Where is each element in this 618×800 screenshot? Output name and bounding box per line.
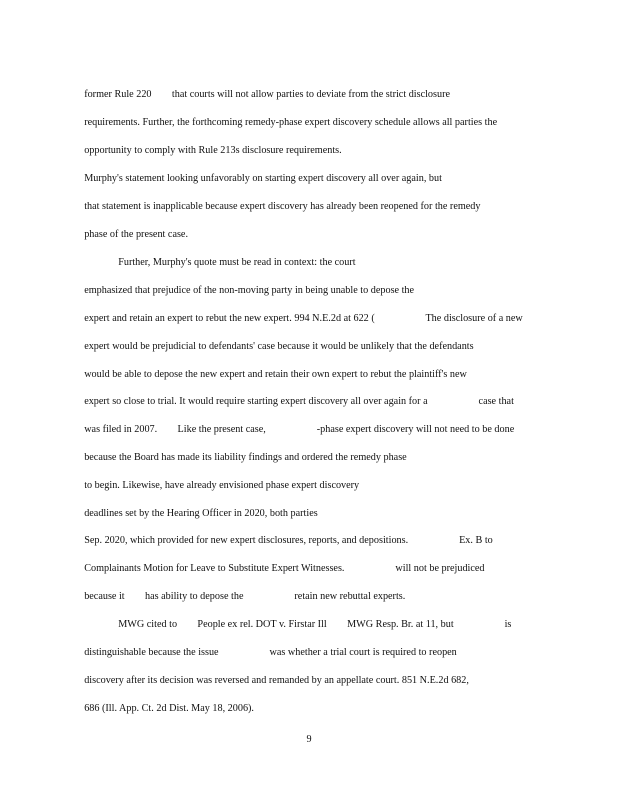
text-line: Complainants Motion for Leave to Substitute Expert Witnesses. will not be prejudiced — [84, 563, 485, 574]
text-line: expert would be prejudicial to defendants' case because it would be unlikely that the defendants — [84, 341, 474, 352]
page-number: 9 — [306, 734, 312, 745]
text-line: that statement is inapplicable because expert discovery has already been reopened for the remedy — [84, 201, 481, 212]
text-line: would be able to depose the new expert and retain their own expert to rebut the plaintiff's new — [84, 369, 467, 380]
text-line: Murphy's statement looking unfavorably on starting expert discovery all over again, but — [84, 173, 442, 184]
text-line: emphasized that prejudice of the non-moving party in being unable to depose the — [84, 285, 415, 296]
text-line: Further, Murphy's quote must be read in context: the court — [118, 257, 356, 268]
text-line: Sep. 2020, which provided for new expert disclosures, reports, and depositions. Ex. B to — [84, 535, 493, 546]
text-line: discovery after its decision was reversed and remanded by an appellate court. 851 N.E.2d 682, — [84, 675, 469, 686]
text-line: because it has ability to depose the retain new rebuttal experts. — [84, 591, 406, 602]
text-line: expert so close to trial. It would require starting expert discovery all over again for a case that — [84, 396, 514, 407]
text-line: MWG cited to People ex rel. DOT v. Firstar Ill MWG Resp. Br. at 11, but is — [118, 619, 512, 630]
text-line: to begin. Likewise, have already envisioned phase expert discovery — [84, 480, 360, 491]
text-line: requirements. Further, the forthcoming remedy-phase expert discovery schedule allows all parties the — [84, 117, 498, 128]
text-line: was filed in 2007. Like the present case, -phase expert discovery will not need to be done — [84, 424, 515, 435]
text-line: distinguishable because the issue was whether a trial court is required to reopen — [84, 647, 457, 658]
text-line: former Rule 220 that courts will not allow parties to deviate from the strict disclosure — [84, 89, 451, 100]
text-line: 686 (Ill. App. Ct. 2d Dist. May 18, 2006). — [84, 703, 254, 714]
text-line: phase of the present case. — [84, 229, 188, 240]
text-line: deadlines set by the Hearing Officer in 2020, both parties — [84, 508, 318, 519]
text-line: because the Board has made its liability findings and ordered the remedy phase — [84, 452, 407, 463]
text-line: expert and retain an expert to rebut the new expert. 994 N.E.2d at 622 ( The disclosure of a new — [84, 313, 523, 324]
text-line: opportunity to comply with Rule 213s disclosure requirements. — [84, 145, 342, 156]
